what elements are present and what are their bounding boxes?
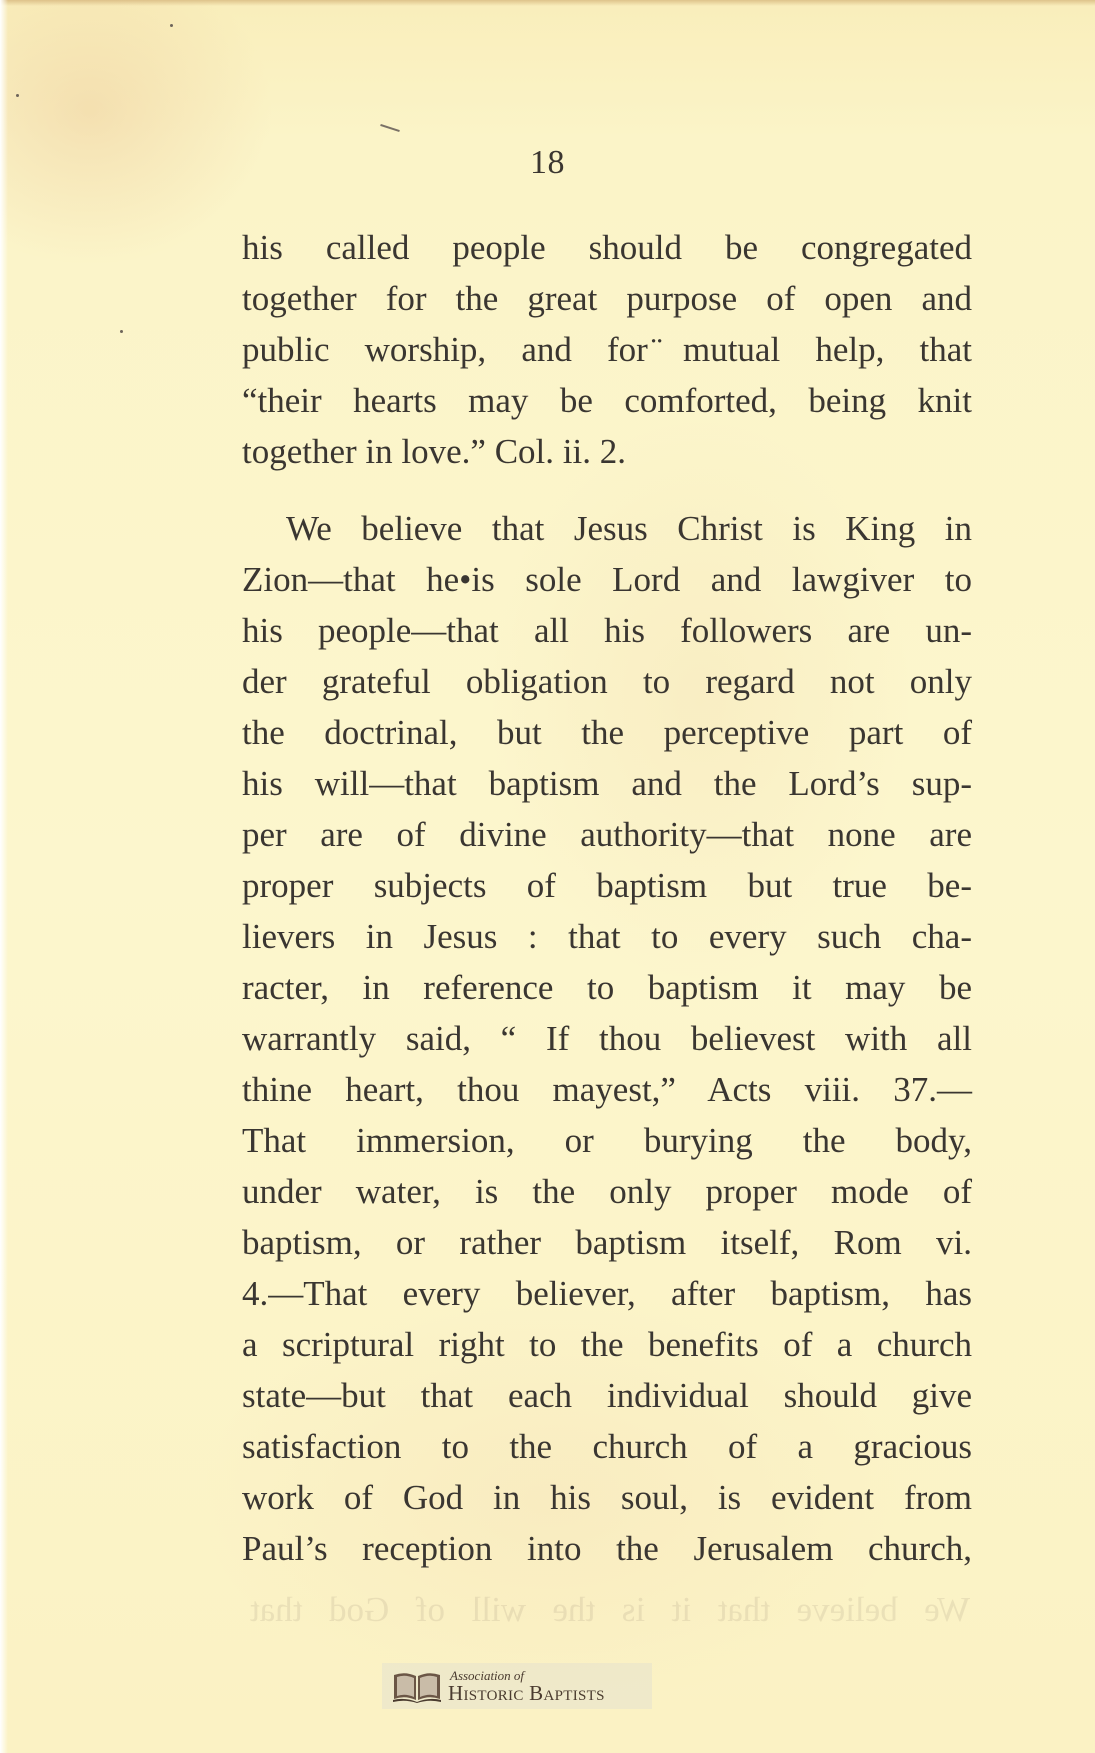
text-line: under water, is the only proper mode of [242,1172,972,1211]
text-line: satisfaction to the church of a gracious [242,1427,972,1466]
text-line: the doctrinal, but the perceptive part of [242,713,972,752]
text-line: We believe that Jesus Christ is King in [286,509,972,548]
text-line: proper subjects of baptism but true be- [242,866,972,905]
text-line: racter, in reference to baptism it may be [242,968,972,1007]
page-number: 18 [530,144,565,181]
text-line: 4.—That every believer, after baptism, has [242,1274,972,1313]
open-book-icon [392,1669,442,1703]
paragraph-1 [242,222,972,477]
text-line: state—but that each individual should give [242,1376,972,1415]
text-line: a scriptural right to the benefits of a church [242,1325,972,1364]
text-line: his people—that all his followers are un- [242,611,972,650]
text-line: lievers in Jesus : that to every such cha- [242,917,972,956]
ink-speck [16,94,19,97]
logo-text [448,1669,605,1704]
text-line: per are of divine authority—that none are [242,815,972,854]
text-line: That immersion, or burying the body, [242,1121,972,1160]
logo-line-1: Association of [450,1667,525,1683]
text-line: together for the great purpose of open and [242,279,972,318]
text-line: public worship, and for ̈mutual help, that [242,330,972,369]
ink-mark [380,124,400,132]
text-line: Paul’s reception into the Jerusalem church, [242,1529,972,1568]
watermark-logo [382,1663,652,1709]
logo-line-2: Historic Baptists [448,1680,605,1705]
ink-speck [120,330,123,333]
text-line: work of God in his soul, is evident from [242,1478,972,1517]
text-line: thine heart, thou mayest,” Acts viii. 37.— [242,1070,972,1109]
paragraph-2 [242,503,972,1574]
text-line: “their hearts may be comforted, being knit [242,381,972,420]
ink-speck [170,24,173,27]
text-line: der grateful obligation to regard not only [242,662,972,701]
text-line: his will—that baptism and the Lord’s sup- [242,764,972,803]
text-line: his called people should be congregated [242,228,972,267]
text-line: warrantly said, “ If thou believest with all [242,1019,972,1058]
bleed-through-text: We believe that it is the will of God that [250,1590,970,1629]
text-line: baptism, or rather baptism itself, Rom vi. [242,1223,972,1262]
text-line: together in love.” Col. ii. 2. [242,432,626,471]
body-text [242,222,972,1574]
text-line: Zion—that he•is sole Lord and lawgiver to [242,560,972,599]
